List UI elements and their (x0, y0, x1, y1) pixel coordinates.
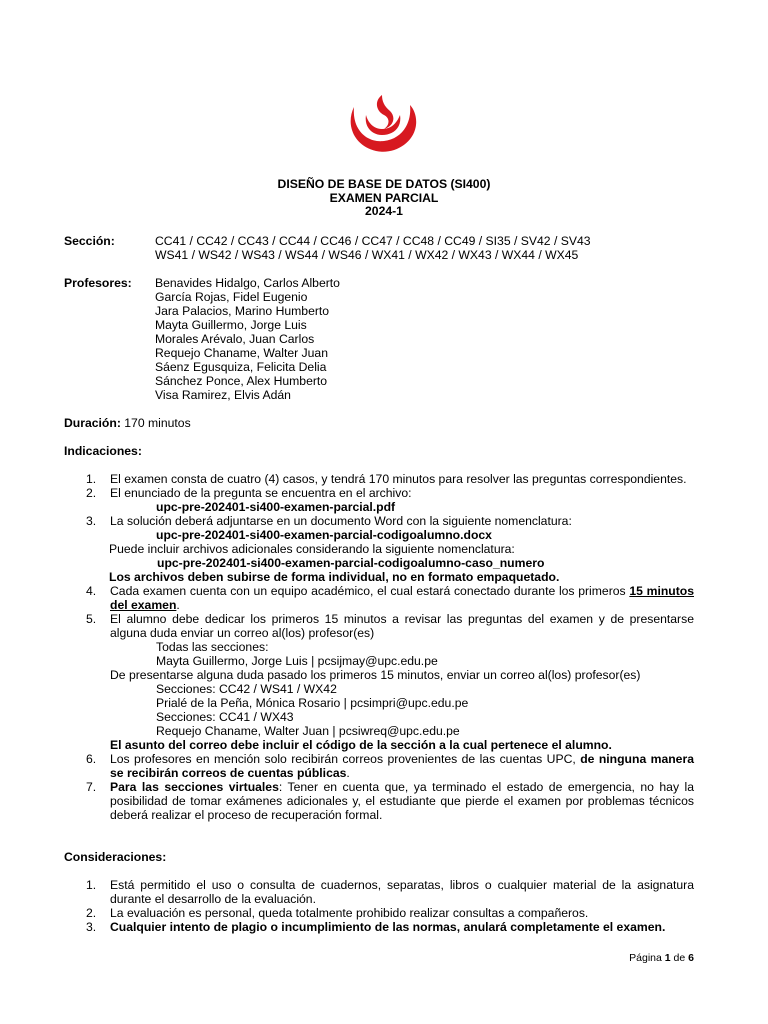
file-name: upc-pre-202401-si400-examen-parcial-codigoalumno.docx (156, 528, 492, 542)
list-item (64, 878, 694, 906)
secciones: Secciones: CC41 / WX43 (156, 710, 294, 724)
item-number: 1. (86, 878, 97, 892)
list-item (64, 612, 694, 752)
item-number: 1. (86, 472, 97, 486)
list-item (64, 752, 694, 780)
duracion-label: Duración: (64, 416, 121, 430)
item-text: La solución deberá adjuntarse en un documento Word con la siguiente nomenclatura: (110, 514, 572, 528)
item-text: Cualquier intento de plagio o incumplimiento de las normas, anulará completamente el examen. (110, 920, 666, 934)
list-item (64, 486, 694, 514)
item-text: La evaluación es personal, queda totalmente prohibido realizar consultas a compañeros. (110, 906, 589, 920)
list-item (64, 920, 694, 934)
item-number: 7. (86, 780, 97, 794)
item-note: Los archivos deben subirse de forma individual, no en formato empaquetado. (109, 570, 560, 584)
duracion-value: 170 minutos (124, 416, 191, 430)
item-number: 3. (86, 514, 97, 528)
seccion-label: Sección: (64, 234, 115, 248)
footer-label: Página (629, 952, 662, 964)
profesor-name: Benavides Hidalgo, Carlos Alberto (155, 276, 340, 290)
item-number: 6. (86, 752, 97, 766)
seccion-line: CC41 / CC42 / CC43 / CC44 / CC46 / CC47 / CC48 / CC49 / SI35 / SV42 / SV43 (155, 234, 591, 248)
profesor-name: Jara Palacios, Marino Humberto (155, 304, 330, 318)
item-text: El examen consta de cuatro (4) casos, y tendrá 170 minutos para resolver las preguntas correspondientes. (110, 472, 687, 486)
item-number: 2. (86, 906, 97, 920)
item-text: El enunciado de la pregunta se encuentra en el archivo: (110, 486, 412, 500)
contact: Prialé de la Peña, Mónica Rosario | pcsimpri@upc.edu.pe (156, 696, 469, 710)
item-number: 2. (86, 486, 97, 500)
profesor-name: Requejo Chaname, Walter Juan (155, 346, 328, 360)
indicaciones-list (64, 472, 694, 822)
seccion-line: WS41 / WS42 / WS43 / WS44 / WS46 / WX41 / WX42 / WX43 / WX44 / WX45 (155, 248, 579, 262)
item-number: 4. (86, 584, 97, 598)
profesor-name: Sáenz Egusquiza, Felicita Delia (155, 360, 327, 374)
profesor-name: Visa Ramirez, Elvis Adán (155, 388, 291, 402)
profesores-label: Profesores: (64, 276, 132, 290)
exam-name: EXAMEN PARCIAL (329, 190, 439, 205)
item-end: . (176, 598, 180, 612)
item-bold: de ninguna manera se recibirán correos de cuentas públicas (110, 752, 694, 780)
secciones: Secciones: CC42 / WS41 / WX42 (156, 682, 337, 696)
indicaciones-label: Indicaciones: (64, 444, 142, 458)
item-text: El alumno debe dedicar los primeros 15 minutos a revisar las preguntas del examen y de presentarse alguna duda enviar un correo al(los) profesor(es) (110, 612, 694, 640)
upc-logo-icon (346, 93, 418, 155)
profesor-name: García Rojas, Fidel Eugenio (155, 290, 308, 304)
footer-total: 6 (688, 952, 694, 964)
item-bold: Para las secciones virtuales (110, 780, 279, 794)
contact: Mayta Guillermo, Jorge Luis | pcsijmay@upc.edu.pe (156, 654, 438, 668)
course-name: DISEÑO DE BASE DE DATOS (SI400) (277, 177, 491, 191)
consideraciones-list (64, 878, 694, 934)
file-name: upc-pre-202401-si400-examen-parcial.pdf (156, 500, 396, 514)
item-text: Está permitido el uso o consulta de cuadernos, separatas, libros o cualquier material de la asignatura durante el desarrollo de la evaluación. (110, 878, 694, 906)
list-item (64, 780, 694, 822)
item-after: De presentarse alguna duda pasado los primeros 15 minutos, enviar un correo al(los) profesor(es) (110, 668, 641, 682)
item-text: Los profesores en mención solo recibirán correos provenientes de las cuentas UPC, (110, 752, 581, 766)
item-underline: 15 minutos del examen (110, 584, 694, 612)
document-title (0, 178, 768, 219)
list-item (64, 514, 694, 542)
item-number: 5. (86, 612, 97, 626)
list-item (64, 906, 694, 920)
item-text: : Tener en cuenta que, ya terminado el estado de emergencia, no hay la posibilidad de tomar exámenes adicionales y, el estudiante que pierde el examen por problemas técnicos deberá realizar el proceso de recuperación formal. (110, 780, 695, 822)
item-note: El asunto del correo debe incluir el código de la sección a la cual pertenece el alumno. (110, 738, 612, 752)
profesor-name: Mayta Guillermo, Jorge Luis (155, 318, 307, 332)
consideraciones-label: Consideraciones: (64, 850, 167, 864)
term: 2024-1 (365, 204, 403, 219)
profesor-name: Sánchez Ponce, Alex Humberto (155, 374, 328, 388)
list-item (64, 472, 694, 486)
page-number (629, 951, 694, 965)
seccion-values (155, 234, 591, 262)
file-name: upc-pre-202401-si400-examen-parcial-codigoalumno-caso_numero (157, 556, 545, 570)
item-extra: Puede incluir archivos adicionales considerando la siguiente nomenclatura: (109, 542, 515, 556)
item-number: 3. (86, 920, 97, 934)
profesor-name: Morales Arévalo, Juan Carlos (155, 332, 315, 346)
footer-page: 1 (664, 952, 671, 964)
list-item (64, 584, 694, 612)
footer-de: de (673, 952, 686, 964)
item-end: . (346, 766, 350, 780)
item-text: Cada examen cuenta con un equipo académico, el cual estará conectado durante los primeros (110, 584, 630, 598)
profesores-list (155, 276, 340, 402)
duracion (64, 416, 191, 430)
contact: Requejo Chaname, Walter Juan | pcsiwreq@upc.edu.pe (156, 724, 460, 738)
todas-secciones: Todas las secciones: (156, 640, 269, 654)
